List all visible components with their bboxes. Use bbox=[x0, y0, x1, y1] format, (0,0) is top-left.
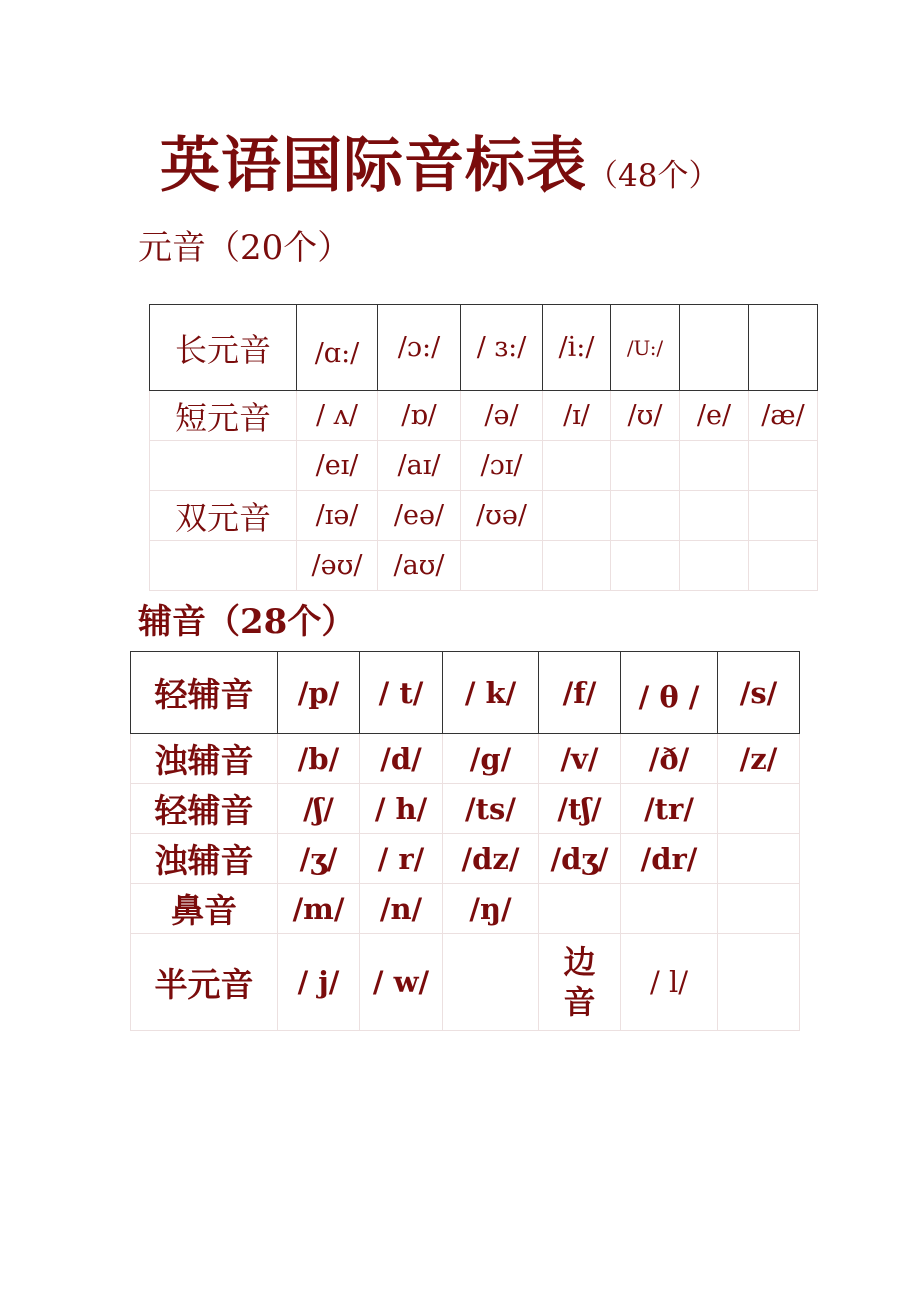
phoneme-cell: /ʒ/ bbox=[278, 834, 360, 884]
phoneme-cell: /U:/ bbox=[611, 305, 680, 391]
empty-cell bbox=[621, 884, 718, 934]
empty-cell bbox=[749, 491, 818, 541]
phoneme-cell bbox=[749, 305, 818, 391]
table-row bbox=[131, 934, 800, 1031]
empty-cell bbox=[680, 491, 749, 541]
phoneme-cell: /ð/ bbox=[621, 734, 718, 784]
phoneme-cell: /b/ bbox=[278, 734, 360, 784]
row-label: 浊辅音 bbox=[131, 834, 278, 884]
empty-cell bbox=[749, 541, 818, 591]
phoneme-cell: /aʊ/ bbox=[378, 541, 461, 591]
table-row bbox=[131, 784, 800, 834]
phoneme-cell: /ɒ/ bbox=[378, 391, 461, 441]
table-row bbox=[150, 305, 818, 391]
vowel-heading: 元音（20个） bbox=[138, 228, 352, 268]
phoneme-cell: /g/ bbox=[443, 734, 539, 784]
phoneme-cell: /ʊ/ bbox=[611, 391, 680, 441]
empty-cell bbox=[680, 541, 749, 591]
phoneme-cell: /ŋ/ bbox=[443, 884, 539, 934]
phoneme-cell: /dr/ bbox=[621, 834, 718, 884]
lateral-label-bottom: 音 bbox=[563, 983, 596, 1021]
lateral-label-top: 边 bbox=[563, 943, 596, 981]
phoneme-cell: /ɪ/ bbox=[543, 391, 611, 441]
table-row bbox=[150, 491, 818, 541]
phoneme-cell bbox=[680, 305, 749, 391]
phoneme-cell: /tr/ bbox=[621, 784, 718, 834]
row-label: 鼻音 bbox=[131, 884, 278, 934]
empty-cell bbox=[718, 784, 800, 834]
lateral-label bbox=[539, 934, 621, 1031]
empty-cell bbox=[543, 441, 611, 491]
phoneme-cell: / l/ bbox=[621, 934, 718, 1031]
title-count: （48个） bbox=[587, 158, 720, 194]
phoneme-cell: / ɜ:/ bbox=[461, 305, 543, 391]
table-row bbox=[131, 652, 800, 734]
phoneme-cell: /eɪ/ bbox=[297, 441, 378, 491]
phoneme-cell: /p/ bbox=[278, 652, 360, 734]
empty-cell bbox=[461, 541, 543, 591]
phoneme-cell: /ɔ:/ bbox=[378, 305, 461, 391]
phoneme-cell: /ɑ:/ bbox=[297, 305, 378, 391]
row-label: 轻辅音 bbox=[131, 652, 278, 734]
phoneme-cell: / h/ bbox=[360, 784, 443, 834]
phoneme-cell: /dz/ bbox=[443, 834, 539, 884]
phoneme-cell: /z/ bbox=[718, 734, 800, 784]
empty-cell bbox=[543, 491, 611, 541]
phoneme-cell: /s/ bbox=[718, 652, 800, 734]
table-row bbox=[131, 734, 800, 784]
empty-cell bbox=[749, 441, 818, 491]
row-label: 长元音 bbox=[150, 305, 297, 391]
phoneme-cell: /aɪ/ bbox=[378, 441, 461, 491]
page-title bbox=[160, 118, 719, 204]
table-row bbox=[131, 834, 800, 884]
empty-cell bbox=[611, 491, 680, 541]
row-label: 轻辅音 bbox=[131, 784, 278, 834]
empty-cell bbox=[718, 834, 800, 884]
vowel-table bbox=[149, 304, 818, 591]
empty-cell bbox=[611, 541, 680, 591]
row-label: 短元音 bbox=[150, 391, 297, 441]
phoneme-cell: /d/ bbox=[360, 734, 443, 784]
table-row bbox=[131, 884, 800, 934]
phoneme-cell: /ɔɪ/ bbox=[461, 441, 543, 491]
phoneme-cell: /v/ bbox=[539, 734, 621, 784]
phoneme-cell: /n/ bbox=[360, 884, 443, 934]
empty-cell bbox=[611, 441, 680, 491]
row-label: 半元音 bbox=[131, 934, 278, 1031]
phoneme-cell: / ʌ/ bbox=[297, 391, 378, 441]
title-main: 英语国际音标表 bbox=[160, 131, 587, 201]
phoneme-cell: / k/ bbox=[443, 652, 539, 734]
phoneme-cell: / r/ bbox=[360, 834, 443, 884]
table-row bbox=[150, 541, 818, 591]
phoneme-cell: /ts/ bbox=[443, 784, 539, 834]
phoneme-cell: / w/ bbox=[360, 934, 443, 1031]
row-label: 双元音 bbox=[150, 491, 297, 541]
empty-cell bbox=[443, 934, 539, 1031]
empty-cell bbox=[543, 541, 611, 591]
phoneme-cell: /f/ bbox=[539, 652, 621, 734]
phoneme-cell: /ə/ bbox=[461, 391, 543, 441]
phoneme-cell: /e/ bbox=[680, 391, 749, 441]
empty-cell bbox=[718, 884, 800, 934]
phoneme-cell: /ʊə/ bbox=[461, 491, 543, 541]
consonant-table bbox=[130, 651, 800, 1031]
empty-cell bbox=[539, 884, 621, 934]
empty-cell bbox=[150, 441, 297, 491]
phoneme-cell: /ɪə/ bbox=[297, 491, 378, 541]
phoneme-cell: / θ / bbox=[621, 652, 718, 734]
phoneme-cell: /æ/ bbox=[749, 391, 818, 441]
row-label: 浊辅音 bbox=[131, 734, 278, 784]
phoneme-cell: /eə/ bbox=[378, 491, 461, 541]
empty-cell bbox=[718, 934, 800, 1031]
phoneme-cell: /tʃ/ bbox=[539, 784, 621, 834]
phoneme-cell: /m/ bbox=[278, 884, 360, 934]
phoneme-cell: /əʊ/ bbox=[297, 541, 378, 591]
phoneme-cell: /ʃ/ bbox=[278, 784, 360, 834]
phoneme-cell: / t/ bbox=[360, 652, 443, 734]
table-row bbox=[150, 441, 818, 491]
empty-cell bbox=[150, 541, 297, 591]
table-row bbox=[150, 391, 818, 441]
phoneme-cell: /dʒ/ bbox=[539, 834, 621, 884]
phoneme-cell: / j/ bbox=[278, 934, 360, 1031]
consonant-heading: 辅音（28个） bbox=[138, 602, 356, 642]
phoneme-cell: /i:/ bbox=[543, 305, 611, 391]
empty-cell bbox=[680, 441, 749, 491]
